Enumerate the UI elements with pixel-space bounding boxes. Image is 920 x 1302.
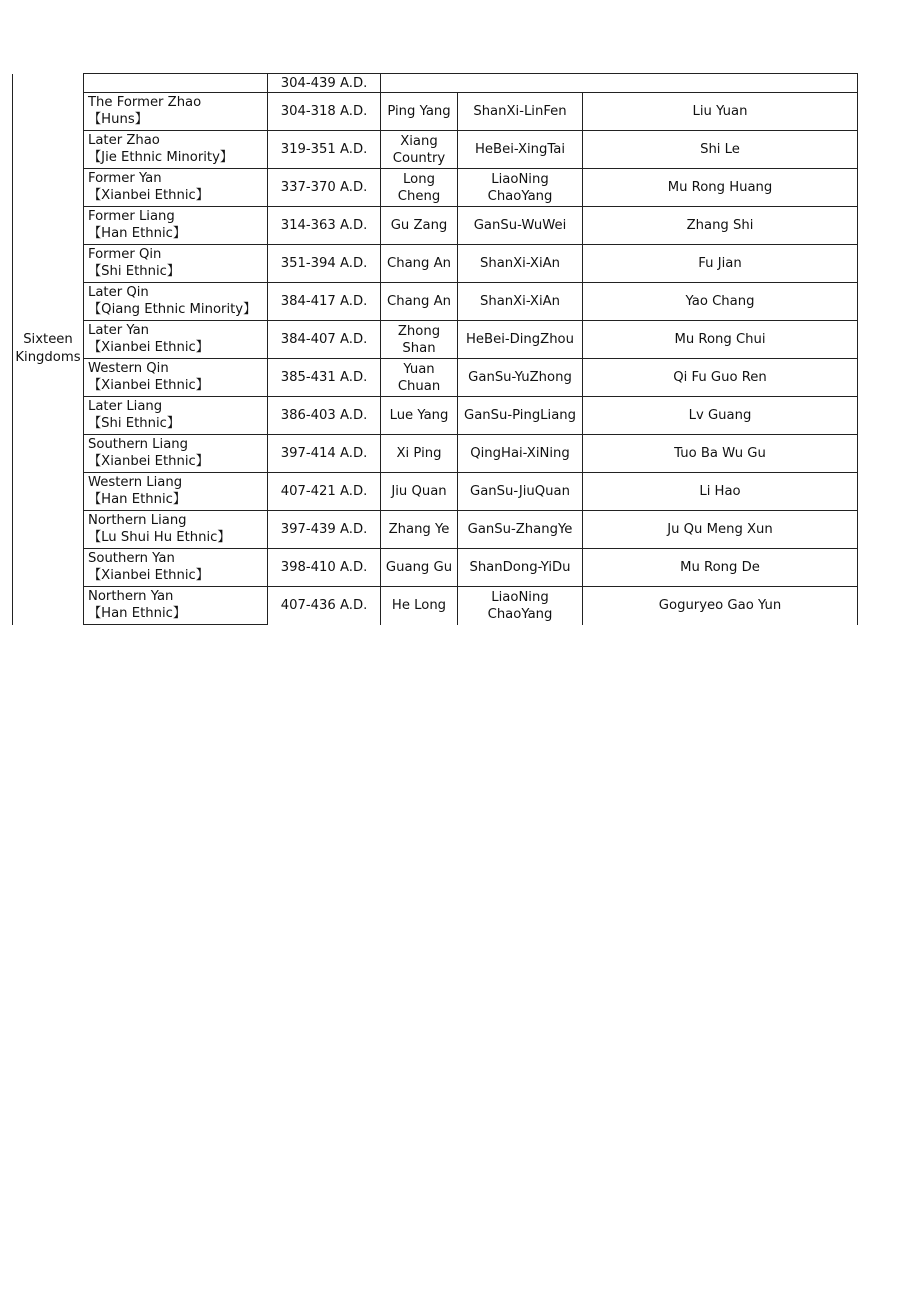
kingdom-name: Western Liang <box>88 475 183 490</box>
kingdom-location-cell: LiaoNing ChaoYang <box>458 169 583 207</box>
kingdom-capital-cell: Chang An <box>381 283 458 321</box>
kingdoms-table <box>12 73 858 625</box>
kingdom-capital-cell: Xi Ping <box>381 435 458 473</box>
kingdom-capital-cell: Long Cheng <box>381 169 458 207</box>
kingdom-location-cell: HeBei-DingZhou <box>458 321 583 359</box>
kingdom-location-cell: LiaoNing ChaoYang <box>458 587 583 625</box>
kingdom-founder-cell: Mu Rong Chui <box>583 321 858 359</box>
table-row <box>13 207 858 245</box>
kingdom-capital-cell: Chang An <box>381 245 458 283</box>
kingdom-founder-cell: Qi Fu Guo Ren <box>583 359 858 397</box>
kingdom-ethnic: 【Xianbei Ethnic】 <box>88 378 209 393</box>
kingdoms-table-body <box>13 74 858 625</box>
kingdom-span-cell: 384-407 A.D. <box>268 321 381 359</box>
kingdom-founder-cell: Tuo Ba Wu Gu <box>583 435 858 473</box>
table-row <box>13 359 858 397</box>
kingdom-name-cell <box>84 131 268 169</box>
table-row <box>13 549 858 587</box>
kingdom-location-cell: ShanXi-XiAn <box>458 245 583 283</box>
kingdom-location-cell: ShanDong-YiDu <box>458 549 583 587</box>
kingdom-span-cell: 385-431 A.D. <box>268 359 381 397</box>
kingdom-location-cell: GanSu-WuWei <box>458 207 583 245</box>
kingdom-ethnic: 【Xianbei Ethnic】 <box>88 188 209 203</box>
kingdom-founder-cell: Goguryeo Gao Yun <box>583 587 858 625</box>
kingdom-capital-cell: Yuan Chuan <box>381 359 458 397</box>
kingdom-span-cell: 337-370 A.D. <box>268 169 381 207</box>
kingdom-name-cell <box>84 397 268 435</box>
kingdom-name-cell <box>84 245 268 283</box>
kingdom-name-cell <box>84 587 268 625</box>
kingdom-name-cell <box>84 93 268 131</box>
table-row <box>13 131 858 169</box>
kingdom-founder-cell: Mu Rong De <box>583 549 858 587</box>
kingdom-name: Later Qin <box>88 285 149 300</box>
kingdom-founder-cell: Liu Yuan <box>583 93 858 131</box>
kingdom-founder-cell: Fu Jian <box>583 245 858 283</box>
kingdom-name: The Former Zhao <box>88 95 202 110</box>
table-row <box>13 245 858 283</box>
kingdom-span-cell: 397-414 A.D. <box>268 435 381 473</box>
kingdom-location-cell: GanSu-PingLiang <box>458 397 583 435</box>
kingdom-span-cell: 304-318 A.D. <box>268 93 381 131</box>
kingdom-ethnic: 【Xianbei Ethnic】 <box>88 454 209 469</box>
kingdom-location-cell: ShanXi-XiAn <box>458 283 583 321</box>
table-row <box>13 283 858 321</box>
kingdom-name-cell <box>84 359 268 397</box>
kingdom-location-cell: HeBei-XingTai <box>458 131 583 169</box>
kingdom-span-cell: 319-351 A.D. <box>268 131 381 169</box>
table-row <box>13 93 858 131</box>
kingdom-capital-cell: Lue Yang <box>381 397 458 435</box>
kingdom-span-cell: 407-421 A.D. <box>268 473 381 511</box>
kingdom-name: Northern Yan <box>88 589 174 604</box>
kingdom-capital-cell: Guang Gu <box>381 549 458 587</box>
kingdom-span-cell: 314-363 A.D. <box>268 207 381 245</box>
kingdom-ethnic: 【Han Ethnic】 <box>88 492 187 507</box>
kingdom-founder-cell: Yao Chang <box>583 283 858 321</box>
kingdom-ethnic: 【Han Ethnic】 <box>88 606 187 621</box>
kingdom-founder-cell: Shi Le <box>583 131 858 169</box>
kingdom-name: Former Yan <box>88 171 162 186</box>
kingdom-name-cell <box>84 207 268 245</box>
kingdom-ethnic: 【Jie Ethnic Minority】 <box>88 150 234 165</box>
kingdom-capital-cell: Zhong Shan <box>381 321 458 359</box>
table-row <box>13 511 858 549</box>
kingdom-capital-cell: Jiu Quan <box>381 473 458 511</box>
kingdom-name-cell <box>84 283 268 321</box>
kingdom-founder-cell: Li Hao <box>583 473 858 511</box>
header-row <box>13 74 858 93</box>
kingdom-ethnic: 【Xianbei Ethnic】 <box>88 340 209 355</box>
kingdom-location-cell: ShanXi-LinFen <box>458 93 583 131</box>
kingdom-location-cell: GanSu-JiuQuan <box>458 473 583 511</box>
kingdom-span-cell: 384-417 A.D. <box>268 283 381 321</box>
kingdom-name-cell <box>84 473 268 511</box>
header-span-cell: 304-439 A.D. <box>268 74 381 93</box>
kingdom-name: Southern Yan <box>88 551 175 566</box>
kingdom-span-cell: 398-410 A.D. <box>268 549 381 587</box>
kingdom-name: Northern Liang <box>88 513 187 528</box>
kingdom-capital-cell: Gu Zang <box>381 207 458 245</box>
kingdom-ethnic: 【Shi Ethnic】 <box>88 416 181 431</box>
header-blank-cell <box>381 74 858 93</box>
kingdom-name: Former Liang <box>88 209 175 224</box>
table-row <box>13 397 858 435</box>
kingdom-location-cell: GanSu-YuZhong <box>458 359 583 397</box>
kingdom-capital-cell: Ping Yang <box>381 93 458 131</box>
kingdom-ethnic: 【Qiang Ethnic Minority】 <box>88 302 257 317</box>
kingdom-name-cell <box>84 435 268 473</box>
header-name-cell <box>84 74 268 93</box>
kingdom-name-cell <box>84 549 268 587</box>
table-row <box>13 587 858 625</box>
kingdom-ethnic: 【Han Ethnic】 <box>88 226 187 241</box>
kingdom-span-cell: 407-436 A.D. <box>268 587 381 625</box>
kingdom-name: Southern Liang <box>88 437 189 452</box>
kingdom-ethnic: 【Lu Shui Hu Ethnic】 <box>88 530 231 545</box>
table-row <box>13 169 858 207</box>
kingdom-name-cell <box>84 511 268 549</box>
kingdom-name: Later Zhao <box>88 133 160 148</box>
kingdom-name-cell <box>84 321 268 359</box>
table-row <box>13 473 858 511</box>
kingdom-founder-cell: Ju Qu Meng Xun <box>583 511 858 549</box>
kingdom-founder-cell: Zhang Shi <box>583 207 858 245</box>
kingdom-span-cell: 351-394 A.D. <box>268 245 381 283</box>
kingdom-ethnic: 【Xianbei Ethnic】 <box>88 568 209 583</box>
kingdom-name-cell <box>84 169 268 207</box>
kingdom-ethnic: 【Huns】 <box>88 112 148 127</box>
group-label-cell <box>13 74 84 625</box>
group-label: Sixteen Kingdoms <box>15 332 81 365</box>
kingdom-ethnic: 【Shi Ethnic】 <box>88 264 181 279</box>
kingdom-name: Later Liang <box>88 399 163 414</box>
kingdom-capital-cell: Xiang Country <box>381 131 458 169</box>
kingdom-name: Later Yan <box>88 323 150 338</box>
kingdom-location-cell: QingHai-XiNing <box>458 435 583 473</box>
kingdom-name: Former Qin <box>88 247 162 262</box>
kingdom-name: Western Qin <box>88 361 169 376</box>
kingdom-founder-cell: Lv Guang <box>583 397 858 435</box>
kingdom-capital-cell: He Long <box>381 587 458 625</box>
kingdom-span-cell: 386-403 A.D. <box>268 397 381 435</box>
kingdom-founder-cell: Mu Rong Huang <box>583 169 858 207</box>
table-row <box>13 321 858 359</box>
kingdom-span-cell: 397-439 A.D. <box>268 511 381 549</box>
kingdom-location-cell: GanSu-ZhangYe <box>458 511 583 549</box>
table-row <box>13 435 858 473</box>
kingdom-capital-cell: Zhang Ye <box>381 511 458 549</box>
